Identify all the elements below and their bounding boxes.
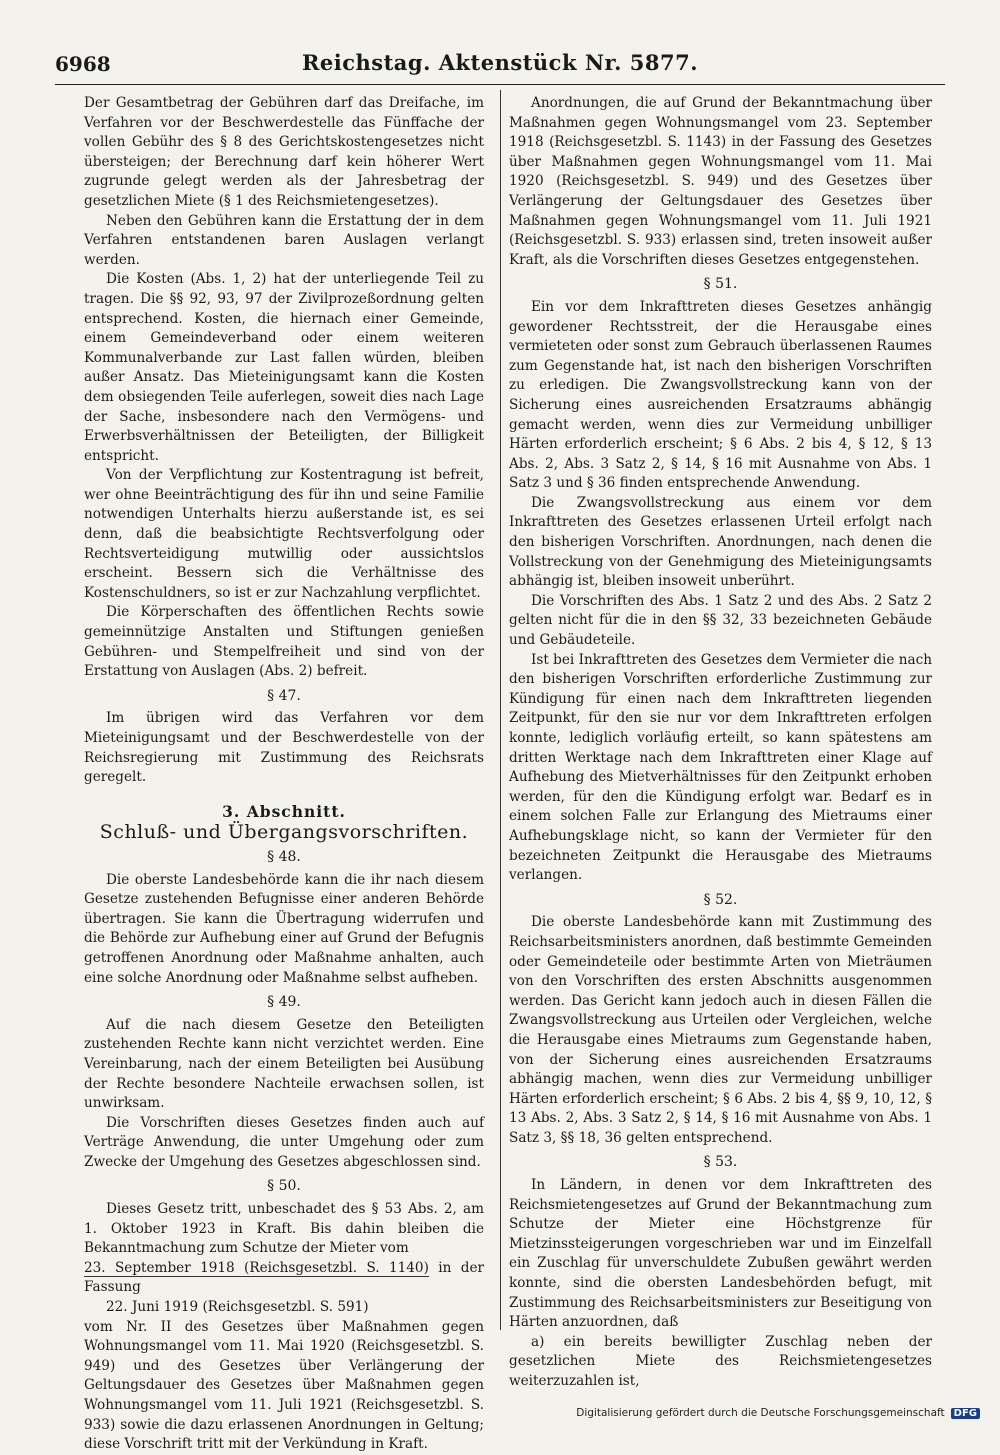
citation-line-b: 22. Juni 1919 (Reichsgesetzbl. S. 591) (106, 1299, 369, 1316)
paragraph: Die Zwangsvollstreckung aus einem vor dem Inkrafttreten des Gesetzes erlassenen Urteil erfolgt nach den bisherigen Vorschriften. Anordnungen, nach denen die Vollstreckung von der Genehmigung des Mieteinigungsamts abhängig ist, bleiben insoweit unberührt. (509, 494, 932, 590)
section-heading-52: § 52. (703, 891, 738, 908)
section-heading-51: § 51. (703, 276, 738, 293)
list-item-a: a) ein bereits bewilligter Zuschlag neben der gesetzlichen Miete des Reichsmietengesetzes weiterzuzahlen ist, (509, 1333, 932, 1389)
paragraph: Der Gesamtbetrag der Gebühren darf das Dreifache, im Verfahren vor der Beschwerdestelle das Fünffache der vollen Gebühr des § 8 des Gerichtskostengesetzes nicht übersteigen; der Berechnung darf kein höherer Wert zugrunde gelegt werden als der Jahresbetrag der gesetzlichen Miete (§ 1 des Reichsmietengesetzes). (84, 95, 484, 209)
page-number: 6968 (55, 52, 111, 76)
left-column (84, 94, 484, 1455)
section-heading-53: § 53. (703, 1154, 738, 1171)
paragraph: Anordnungen, die auf Grund der Bekanntmachung über Maßnahmen gegen Wohnungsmangel vom 23. September 1918 (Reichsgesetzbl. S. 1143) in der Fassung des Gesetzes über Maßnahmen gegen Wohnungsmangel vom 11. Mai 1920 (Reichsgesetzbl. S. 949) und des Gesetzes über Verlängerung der Geltungsdauer des Gesetzes über Maßnahmen gegen Wohnungsmangel vom 11. Juli 1921 (Reichsgesetzbl. S. 933) erlassen sind, treten insoweit außer Kraft, als die Vorschriften dieses Gesetzes entgegenstehen. (509, 95, 932, 268)
section-heading-47: § 47. (267, 687, 301, 704)
section-heading-50: § 50. (267, 1178, 301, 1195)
paragraph: Die oberste Landesbehörde kann die ihr nach diesem Gesetze zustehenden Befugnisse einer anderen Behörde übertragen. Sie kann die Übertragung widerrufen und die Behörde zur Aufhebung einer auf Grund der Befugnis getroffenen Anordnung oder Maßnahme anhalten, auch eine solche Anordnung oder Maßnahme selbst aufheben. (84, 871, 484, 986)
paragraph: Ist bei Inkrafttreten des Gesetzes dem Vermieter die nach den bisherigen Vorschriften erforderliche Zustimmung zur Kündigung für einen nach dem Inkrafttreten liegenden Zeitpunkt, für den sie nur vor dem Inkrafttreten erfolgen konnte, lediglich vorläufig erteilt, so kann spätestens am dritten Werktage nach dem Inkrafttreten einer Klage auf Aufhebung des Mietverhältnisses für den Zeitpunkt erhoben werden, für den die Kündigung erfolgt war. Bedarf es in einem solchen Falle zur Erlangung des Mietraums einer Aufhebungsklage nicht, so kann der Vermieter für den bezeichneten Zeitpunkt die Herausgabe des Mietraums verlangen. (509, 651, 932, 884)
paragraph: Die Kosten (Abs. 1, 2) hat der unterliegende Teil zu tragen. Die §§ 92, 93, 97 der Zivilprozeßordnung gelten entsprechend. Kosten, die hiernach einer Gemeinde, einem Gemeindeverband oder einem weiteren Kommunalverbande zur Last fallen würden, bleiben außer Ansatz. Das Mieteinigungsamt kann die Kosten dem obsiegenden Teile auferlegen, soweit dies nach Lage der Sache, insbesondere nach den Vermögens- und Erwerbsverhältnissen der Beteiligten, der Billigkeit entspricht. (84, 271, 484, 464)
credit-text: Digitalisierung gefördert durch die Deutsche Forschungsgemeinschaft (576, 1407, 945, 1419)
paragraph: Auf die nach diesem Gesetze den Beteiligten zustehenden Rechte kann nicht verzichtet werden. Eine Vereinbarung, nach der einem Beteiligten bei Ausübung der Rechte besondere Nachteile erwachsen sollen, ist unwirksam. (84, 1016, 484, 1112)
citation-tail: in der Fassung (84, 1259, 485, 1296)
digitization-credit (560, 1407, 980, 1419)
paragraph: Die Vorschriften dieses Gesetzes finden auch auf Verträge Anwendung, die unter Umgehung oder zum Zwecke der Umgehung des Gesetzes abgeschlossen sind. (84, 1114, 484, 1170)
right-column (509, 94, 932, 1392)
brace-citation (84, 1259, 484, 1298)
paragraph: Die oberste Landesbehörde kann mit Zustimmung des Reichsarbeitsministers anordnen, daß bestimmte Gemeinden oder Gemeindeteile oder bestimmte Arten von Mieträumen von den Vorschriften des ersten Abschnitts ausgenommen werden. Das Gericht kann jedoch auch in diesen Fällen die Zwangsvollstreckung aus Urteilen oder Vergleichen, welche die Herausgabe eines Mietraums zum Gegenstande haben, von der Sicherung eines ausreichenden Ersatzraums abhängig machen, wenn dies zur Vermeidung unbilliger Härten erforderlich erscheint; § 6 Abs. 2 bis 4, §§ 9, 10, 12, § 13 Abs. 2, Abs. 3 Satz 2, § 14, § 16 mit Ausnahme von Abs. 1 Satz 3, §§ 18, 36 gelten entsprechend. (509, 914, 932, 1146)
paragraph: Die Vorschriften des Abs. 1 Satz 2 und des Abs. 2 Satz 2 gelten nicht für die in den §§ 32, 33 bezeichneten Gebäude und Gebäudeteile. (509, 592, 932, 649)
section-heading-48: § 48. (267, 848, 301, 865)
paragraph: Ein vor dem Inkrafttreten dieses Gesetzes anhängig gewordener Rechtsstreit, der die Herausgabe eines vermieteten oder sonst zum Gebrauch überlassenen Raumes zum Gegenstande hat, ist nach den bisherigen Vorschriften zu erledigen. Die Zwangsvollstreckung kann von der Sicherung eines ausreichenden Ersatzraums abhängig gemacht werden, wenn dies zur Vermeidung unbilliger Härten erforderlich erscheint; § 6 Abs. 2 bis 4, § 12, § 13 Abs. 2, Abs. 3 Satz 2, § 14, § 16 mit Ausnahme von Abs. 1 Satz 3 und § 36 finden entsprechende Anwendung. (509, 298, 932, 492)
paragraph: Neben den Gebühren kann die Erstattung der in dem Verfahren entstandenen baren Auslagen verlangt werden. (84, 212, 484, 268)
citation-line-a: 23. September 1918 (Reichsgesetzbl. S. 1140) (84, 1259, 429, 1276)
running-head: Reichstag. Aktenstück Nr. 5877. (301, 50, 699, 75)
section-heading-49: § 49. (267, 994, 301, 1011)
column-divider (500, 90, 501, 1330)
chapter-title: Schluß- und Übergangsvorschriften. (99, 821, 469, 844)
page-header (55, 48, 945, 82)
paragraph: In Ländern, in denen vor dem Inkrafttreten des Reichsmietengesetzes auf Grund der Bekanntmachung zum Schutze der Mieter eine Höchstgrenze für Mietzinssteigerungen vorgeschrieben war und im Einzelfall ein Zuschlag für unverschuldete Zubußen gewährt werden konnte, sind die obersten Landesbehörden befugt, mit Zustimmung des Reichsarbeitsministers zur Beseitigung von Härten anzuordnen, daß (509, 1177, 932, 1331)
header-rule (55, 84, 945, 85)
paragraph: Die Körperschaften des öffentlichen Rechts sowie gemeinnützige Anstalten und Stiftungen genießen Gebühren- und Stempelfreiheit und sind von der Erstattung von Auslagen (Abs. 2) befreit. (84, 604, 484, 680)
paragraph: Von der Verpflichtung zur Kostentragung ist befreit, wer ohne Beeinträchtigung des für ihn und seine Familie notwendigen Unterhalts hierzu außerstande ist, es sei denn, daß die beabsichtigte Rechtsverfolgung oder Rechtsverteidigung mutwillig oder aussichtslos erscheint. Bessern sich die Verhältnisse des Kostenschuldners, so ist er zur Nachzahlung verpflichtet. (84, 467, 484, 601)
dfg-logo: DFG (951, 1408, 980, 1419)
chapter-heading: 3. Abschnitt. (222, 801, 346, 821)
paragraph: Dieses Gesetz tritt, unbeschadet des § 53 Abs. 2, am 1. Oktober 1923 in Kraft. Bis dahin bleiben die Bekanntmachung zum Schutze der Mieter vom (84, 1201, 484, 1257)
paragraph: vom Nr. II des Gesetzes über Maßnahmen gegen Wohnungsmangel vom 11. Mai 1920 (Reichsgesetzbl. S. 949) und des Gesetzes über Verlängerung der Geltungsdauer des Gesetzes über Maßnahmen gegen Wohnungsmangel vom 11. Juli 1921 (Reichsgesetzbl. S. 933) sowie die dazu erlassenen Anordnungen in Geltung; diese Vorschrift tritt mit der Verkündung in Kraft. (84, 1318, 484, 1453)
paragraph: Im übrigen wird das Verfahren vor dem Mieteinigungsamt und der Beschwerdestelle von der Reichsregierung mit Zustimmung des Reichsrats geregelt. (84, 710, 484, 786)
